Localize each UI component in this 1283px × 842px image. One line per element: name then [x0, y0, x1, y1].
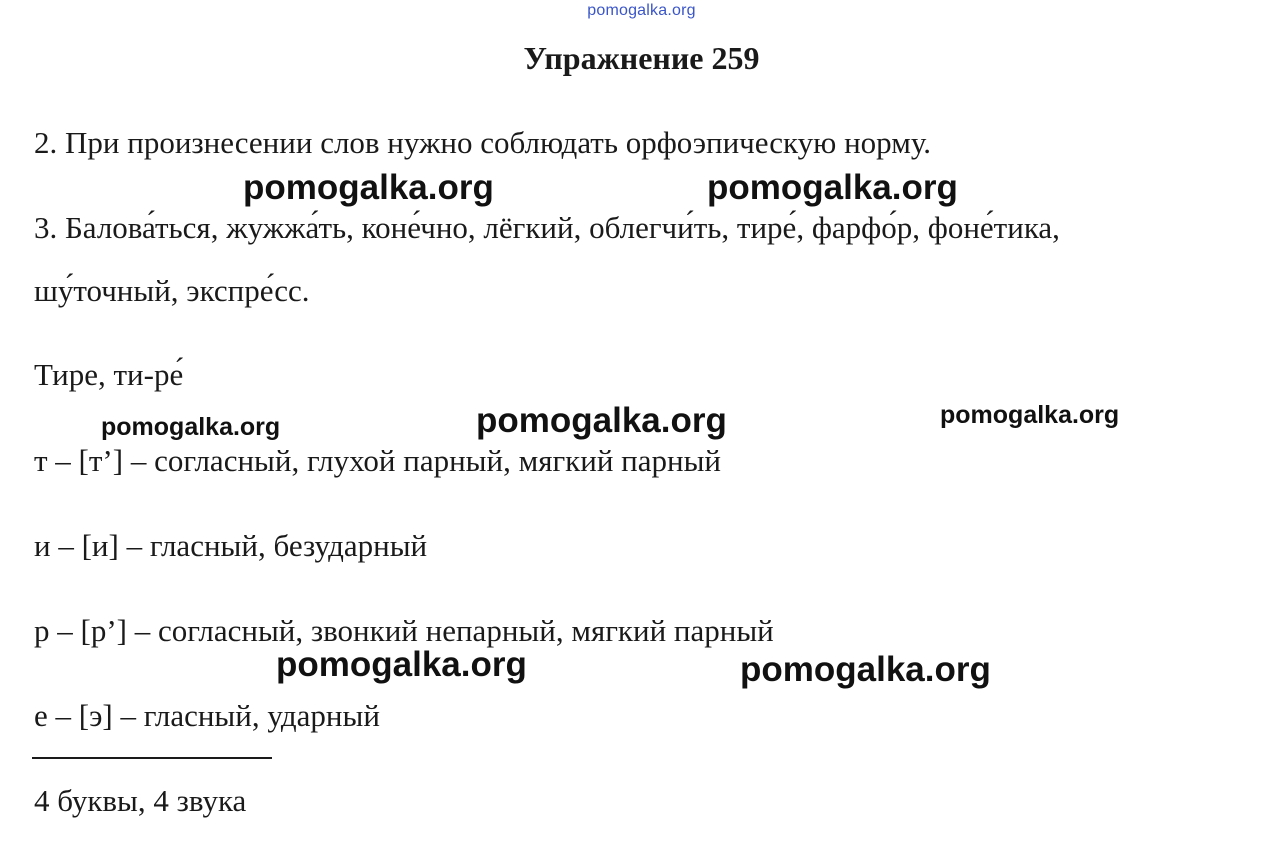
top-watermark: pomogalka.org: [587, 2, 696, 19]
phonetic-line: р – [р’] – согласный, звонкий непарный, мягкий парный: [34, 613, 774, 648]
watermark: pomogalka.org: [276, 645, 527, 684]
exercise-title: Упражнение 259: [523, 40, 760, 76]
phonetic-line: е – [э] – гласный, ударный: [34, 698, 380, 733]
watermark: pomogalka.org: [243, 168, 494, 207]
phonetic-line: т – [т’] – согласный, глухой парный, мягкий парный: [34, 443, 722, 478]
text-line: шу́точный, экспре́сс.: [34, 273, 310, 308]
phonetic-line: и – [и] – гласный, безударный: [34, 528, 428, 563]
watermark: pomogalka.org: [940, 401, 1120, 429]
watermark: pomogalka.org: [707, 168, 958, 207]
text-line: Тире, ти-ре́: [34, 357, 184, 392]
watermark: pomogalka.org: [476, 401, 727, 440]
text-line: 2. При произнесении слов нужно соблюдать орфоэпическую норму.: [34, 125, 931, 160]
watermark: pomogalka.org: [101, 413, 281, 441]
watermark: pomogalka.org: [740, 650, 991, 689]
text-line: 3. Балова́ться, жужжа́ть, коне́чно, лёгкий, облегчи́ть, тире́, фарфо́р, фоне́тика,: [34, 210, 1060, 245]
summary-line: 4 буквы, 4 звука: [34, 783, 247, 818]
divider: [32, 757, 272, 759]
